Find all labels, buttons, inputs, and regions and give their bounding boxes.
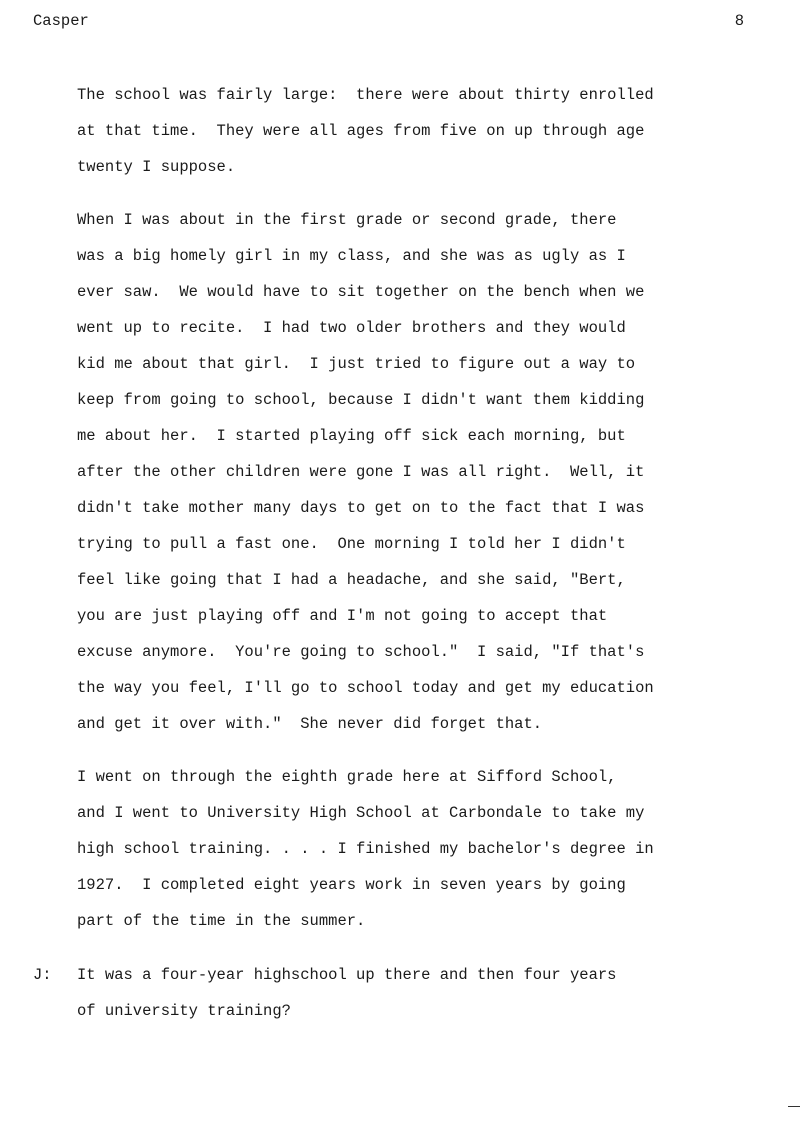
margin-mark [788,1106,800,1107]
paragraph-school-size [77,77,767,185]
text-line: ever saw. We would have to sit together on the bench when we [77,283,645,301]
text-line: of university training? [77,1002,291,1020]
text-line: and get it over with." She never did forget that. [77,715,543,733]
text-line: and I went to University High School at Carbondale to take my [77,804,645,822]
paragraph-homely-girl-story [77,202,767,742]
text-line: after the other children were gone I was all right. Well, it [77,463,645,481]
text-line: me about her. I started playing off sick each morning, but [77,427,626,445]
text-line: It was a four-year highschool up there and then four years [77,966,617,984]
text-line: was a big homely girl in my class, and she was as ugly as I [77,247,626,265]
text-line: I went on through the eighth grade here at Sifford School, [77,768,617,786]
text-line: went up to recite. I had two older brothers and they would [77,319,626,337]
speaker-label: J: [33,966,52,984]
interviewer-question [77,957,767,1029]
text-line: part of the time in the summer. [77,912,366,930]
interviewee-name-header: Casper [33,12,89,30]
text-line: the way you feel, I'll go to school today and get my education [77,679,654,697]
text-line: excuse anymore. You're going to school." I said, "If that's [77,643,645,661]
page-number: 8 [734,12,744,30]
text-line: keep from going to school, because I didn't want them kidding [77,391,645,409]
text-line: twenty I suppose. [77,158,236,176]
text-line: 1927. I completed eight years work in seven years by going [77,876,626,894]
text-line: kid me about that girl. I just tried to figure out a way to [77,355,636,373]
text-line: trying to pull a fast one. One morning I told her I didn't [77,535,626,553]
paragraph-education-history [77,759,767,939]
text-line: feel like going that I had a headache, and she said, "Bert, [77,571,626,589]
text-line: high school training. . . . I finished my bachelor's degree in [77,840,654,858]
text-line: When I was about in the first grade or second grade, there [77,211,617,229]
text-line: you are just playing off and I'm not going to accept that [77,607,608,625]
text-line: at that time. They were all ages from five on up through age [77,122,645,140]
text-line: The school was fairly large: there were about thirty enrolled [77,86,654,104]
text-line: didn't take mother many days to get on to the fact that I was [77,499,645,517]
